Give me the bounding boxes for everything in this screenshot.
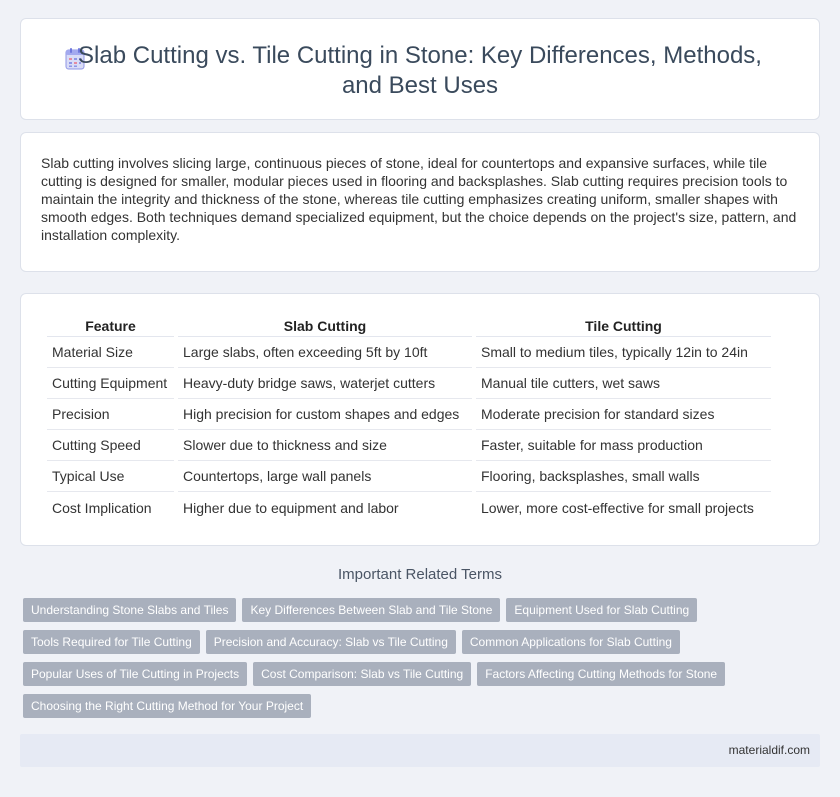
related-term-tag[interactable]: Factors Affecting Cutting Methods for Stone: [477, 662, 725, 686]
table-cell: Small to medium tiles, typically 12in to 24in: [476, 337, 771, 368]
footer: [20, 734, 820, 767]
related-term-tag[interactable]: Precision and Accuracy: Slab vs Tile Cutting: [206, 630, 456, 654]
page-title: Slab Cutting vs. Tile Cutting in Stone: Key Differences, Methods, and Best Uses: [78, 42, 762, 99]
table-cell: Cutting Equipment: [47, 368, 174, 399]
header-slab-cutting: Slab Cutting: [178, 315, 472, 337]
table-row: [47, 368, 771, 399]
table-cell: Faster, suitable for mass production: [476, 430, 771, 461]
table-cell: Cost Implication: [52, 499, 152, 516]
table-cell: Lower, more cost-effective for small projects: [481, 499, 754, 516]
related-term-tag[interactable]: Cost Comparison: Slab vs Tile Cutting: [253, 662, 471, 686]
related-term-tag[interactable]: Common Applications for Slab Cutting: [462, 630, 680, 654]
table-cell: Cutting Speed: [47, 430, 174, 461]
table-row: [47, 399, 771, 430]
table-row: [47, 461, 771, 492]
table-cell: Heavy-duty bridge saws, waterjet cutters: [178, 368, 472, 399]
table-cell: Precision: [47, 399, 174, 430]
table-cell: Large slabs, often exceeding 5ft by 10ft: [178, 337, 472, 368]
related-term-tag[interactable]: Tools Required for Tile Cutting: [23, 630, 200, 654]
table-cell: Higher due to equipment and labor: [183, 499, 399, 516]
table-row: [47, 492, 771, 523]
footer-site-link[interactable]: materialdif.com: [728, 743, 810, 757]
related-term-tag[interactable]: Choosing the Right Cutting Method for Your Project: [23, 694, 311, 718]
comparison-table: [43, 315, 775, 523]
table-cell: High precision for custom shapes and edges: [178, 399, 472, 430]
header-card: [20, 18, 820, 120]
related-terms-heading: Important Related Terms: [338, 566, 502, 583]
intro-paragraph: Slab cutting involves slicing large, continuous pieces of stone, ideal for countertops and expansive surfaces, while tile cutting is designed for smaller, modular pieces used in flooring and backsplashes. Slab cutting requires precision tools to maintain the integrity and thickness of the stone, whereas tile cutting emphasizes creating uniform, smaller shapes with smooth edges. Both techniques demand specialized equipment, but the choice depends on the project's size, pattern, and installation complexity.: [41, 155, 797, 243]
table-cell: Manual tile cutters, wet saws: [476, 368, 771, 399]
table-row: [47, 430, 771, 461]
table-cell: Flooring, backsplashes, small walls: [476, 461, 771, 492]
table-cell: Moderate precision for standard sizes: [476, 399, 771, 430]
table-cell: Material Size: [47, 337, 174, 368]
related-terms-list: [23, 598, 813, 718]
table-cell: Slower due to thickness and size: [178, 430, 472, 461]
related-term-tag[interactable]: Equipment Used for Slab Cutting: [506, 598, 697, 622]
table-cell: Countertops, large wall panels: [178, 461, 472, 492]
related-term-tag[interactable]: Understanding Stone Slabs and Tiles: [23, 598, 236, 622]
related-term-tag[interactable]: Popular Uses of Tile Cutting in Projects: [23, 662, 247, 686]
comparison-table-card: [20, 293, 820, 546]
table-header-row: [47, 315, 771, 337]
table-row: [47, 337, 771, 368]
header-tile-cutting: Tile Cutting: [476, 315, 771, 337]
table-cell: Typical Use: [47, 461, 174, 492]
intro-card: [20, 132, 820, 272]
related-term-tag[interactable]: Key Differences Between Slab and Tile Stone: [242, 598, 500, 622]
header-feature: Feature: [47, 315, 174, 337]
